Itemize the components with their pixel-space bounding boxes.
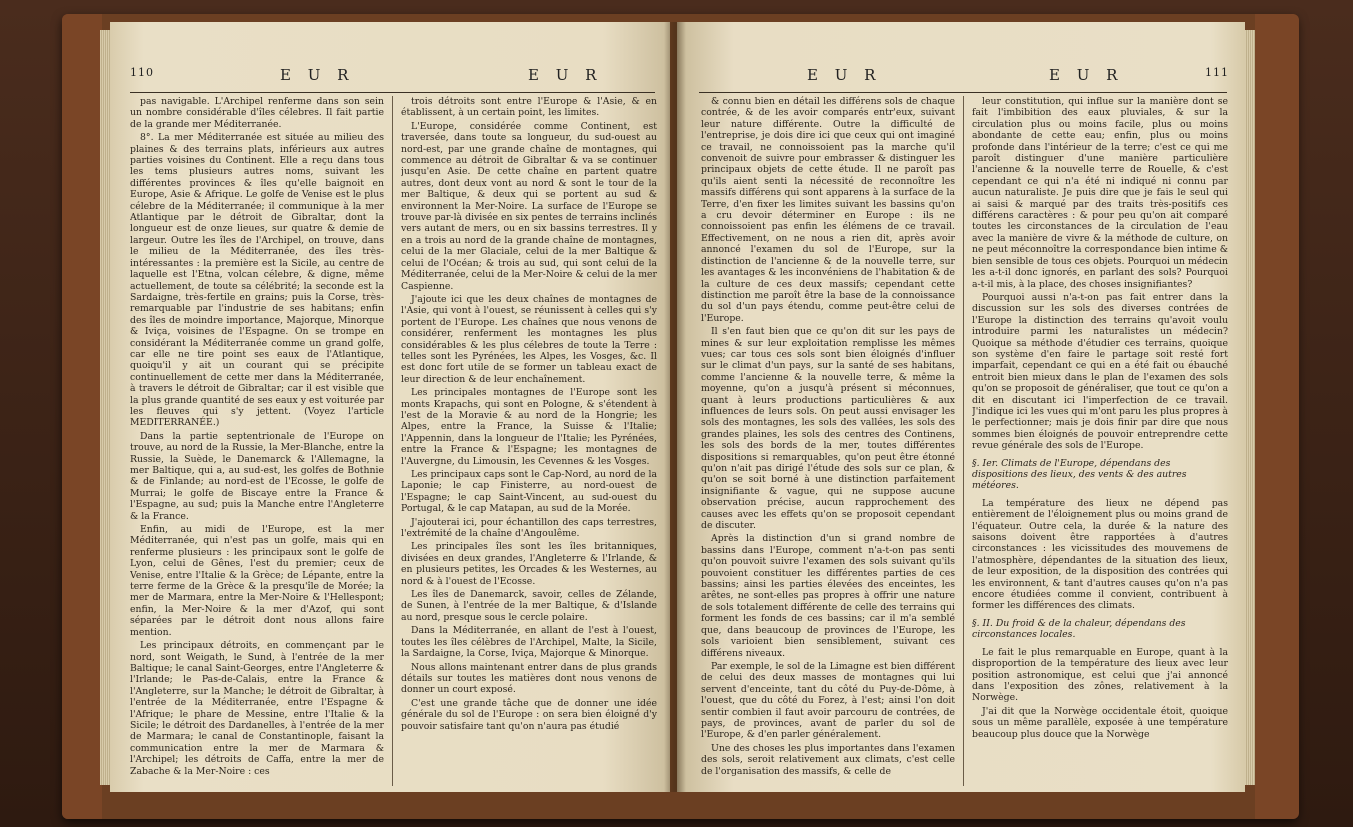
right-column-2 xyxy=(972,96,1228,792)
paragraph: Nous allons maintenant entrer dans de plus grands détails sur toutes les matières dont nous venons de donner un court exposé. xyxy=(401,661,657,696)
right-running-title-b: E U R xyxy=(1049,66,1124,84)
left-column-2 xyxy=(401,96,657,792)
paragraph: Pourquoi aussi n'a-t-on pas fait entrer dans la discussion sur les sols des diverses contrées de l'Europe la distinction des terrains qu'avoit voulu introduire parmi les naturalistes un médecin? Quoique sa méthode d'étudier ces terrains, quoique son système d'en faire le partage soit resté fort imparfait, cependant ce qui en a été fait ou ébauché entroit bien mieux dans le plan de l'examen des sols qu'on se proposoit de généraliser, que tout ce qu'on a dit en discutant ici l'imperfection de ce travail. J'indique ici les vues qui m'ont paru les plus propres à le perfectionner; mais je dois finir par dire que nous sommes bien éloignés de pouvoir entreprendre cette revue générale des sols de l'Europe. xyxy=(972,291,1228,452)
paragraph: L'Europe, considérée comme Continent, est traversée, dans toute sa longueur, du sud-ouest au nord-est, par une grande chaîne de montagnes, qui commence au détroit de Gibraltar & va se continuer jusqu'en Asie. De cette chaîne en partent quatre autres, dont deux vont au nord & sont le tour de la mer Baltique, & deux qui se portent au sud & environnent la Mer-Noire. La surface de l'Europe se trouve par-là divisée en six pentes de terrains inclinés vers autant de mers, ou en six bassins terrestres. Il y en a trois au nord de la grande chaîne de montagnes, celui de la mer Glaciale, celui de la mer Baltique & celui de l'Océan; & trois au sud, qui sont celui de la Méditerranée, celui de la Mer-Noire & celui de la mer Caspienne. xyxy=(401,120,657,292)
left-page xyxy=(110,22,670,792)
book-cover-right xyxy=(1255,14,1299,819)
page-edges-right xyxy=(1245,30,1255,785)
left-column-divider xyxy=(392,96,393,786)
paragraph: C'est une grande tâche que de donner une idée générale du sol de l'Europe : on sera bien éloigné d'y pouvoir satisfaire tant qu'on n'aura pas étudié xyxy=(401,697,657,732)
paragraph: Les principales îles sont les îles britanniques, divisées en deux grandes, l'Angleterre & l'Irlande, & en plusieurs petites, les Orcades & les Westernes, au nord & à l'ouest de l'Ecosse. xyxy=(401,541,657,587)
paragraph: Il s'en faut bien que ce qu'on dit sur les pays de mines & sur leur exploitation remplisse les mêmes vues; car tous ces sols sont bien éloignés d'influer sur le climat d'un pays, sur la santé de ses habitans, comme l'ancienne & la nouvelle terre, & même la moyenne, qu'on a jusqu'à présent si méconnues, quant à leurs productions particulières & aux influences de leurs sols. On peut aussi envisager les sols des montagnes, les sols des vallées, les sols des grandes plaines, les sols des centres des Continens, les sols des bords de la mer, toutes différentes dispositions si remarquables, qu'on peut être étonné qu'on n'ait pas dirigé l'étude des sols sur ce plan, & qu'on se soit borné à une distinction parfaitement insignifiante & vague, qui ne suppose aucune observation précise, aucun rapprochement des causes avec les effets qu'on se proposoit cependant de discuter. xyxy=(701,326,955,532)
section-heading: §. II. Du froid & de la chaleur, dépendans des circonstances locales. xyxy=(972,617,1186,641)
right-header-rule xyxy=(699,92,1227,93)
left-running-title-b: E U R xyxy=(528,66,603,84)
right-page xyxy=(677,22,1245,792)
right-page-number: 111 xyxy=(1205,66,1229,79)
paragraph: & connu bien en détail les différens sols de chaque contrée, & de les avoir comparés entr'eux, suivant leur nature différente. Outre la difficulté de l'entreprise, je dois dire ici que ceux qui ont imaginé ce travail, ne connoissoient pas la marche qu'il convenoit de suivre pour embrasser & distinguer les principaux objets de cette étude. Il ne paroît pas qu'ils aient senti la nécessité de reconnoître les massifs différens qui sont apparens à la surface de la Terre, d'en fixer les limites suivant les bassins qu'on a cru devoir déterminer en Europe : ils ne connoissoient pas enfin les élémens de ce travail. Effectivement, on ne nous a rien dit, après avoir annoncé l'examen du sol de l'Europe, sur la distinction de l'ancienne & de la nouvelle terre, sur les avantages & les inconvéniens de l'habitation & de la culture de ces deux massifs; cependant cette distinction me paroît être la base de la connoissance du sol d'un pays étendu, comme peut-être celui de l'Europe. xyxy=(701,96,955,324)
paragraph: Dans la Méditerranée, en allant de l'est à l'ouest, toutes les îles célèbres de l'Archipel, Malte, la Sicile, la Sardaigne, la Corse, Iviça, Majorque & Minorque. xyxy=(401,625,657,660)
book-cover-left xyxy=(62,14,102,819)
paragraph: Dans la partie septentrionale de l'Europe on trouve, au nord de la Russie, la Mer-Blanche, entre la Russie, la Suède, le Danemarck & l'Allemagne, la mer Baltique, qui a, au sud-est, les golfes de Bothnie & de Finlande; au nord-est de l'Ecosse, le golfe de Murrai; le golfe de Biscaye entre la France & l'Espagne, au sud; puis la Manche entre l'Angleterre & la France. xyxy=(130,430,384,522)
paragraph: Le fait le plus remarquable en Europe, quant à la disproportion de la température des lieux avec leur position astronomique, est celui que j'ai annoncé dans l'exposition des zônes, relativement à la Norwège. xyxy=(972,646,1228,704)
paragraph: leur constitution, qui influe sur la manière dont se fait l'imbibition des eaux pluviales, & sur la circulation plus ou moins facile, plus ou moins abondante de cette eau; enfin, plus ou moins profonde dans l'intérieur de la terre; c'est ce qui me paroît distinguer d'une manière particulière l'ancienne & la nouvelle terre de Rouelle, & c'est cependant ce qui n'a été ni indiqué ni connu par aucun naturaliste. Je puis dire que je fais le seul qui ai saisi & marqué par des traits très-positifs ces différens caractères : & pour peu qu'on ait comparé toutes les circonstances de la circulation de l'eau avec la manière de vivre & la méthode de culture, on ne peut méconnoître la correspondance bien intime & bien sensible de tous ces objets. Pourquoi un médecin les a-t-il donc ignorés, en parlant des sols? Pourquoi a-t-il mis, à la place, des choses insignifiantes? xyxy=(972,96,1228,290)
paragraph: Par exemple, le sol de la Limagne est bien différent de celui des deux masses de montagnes qui lui servent d'enceinte, tant du côté du Puy-de-Dôme, à l'ouest, que du côté du Forez, à l'est; ainsi l'on doit sentir combien il faut avoir parcouru de contrées, de pays, de provinces, avant de parler du sol de l'Europe, & d'en parler généralement. xyxy=(701,660,955,741)
paragraph: Enfin, au midi de l'Europe, est la mer Méditerranée, qui n'est pas un golfe, mais qui en renferme plusieurs : les principaux sont le golfe de Lyon, celui de Gênes, l'est du premier; ceux de Venise, entre l'Italie & la Grèce; de Lépante, entre la terre ferme de la Grèce & la presqu'île de Morée; la mer de Marmara, entre la Mer-Noire & l'Hellespont; enfin, la Mer-Noire & la mer d'Azof, qui sont séparées par le détroit dont nous allons faire mention. xyxy=(130,524,384,638)
paragraph: Une des choses les plus importantes dans l'examen des sols, seroit relativement aux climats, c'est celle de l'organisation des massifs, & celle de xyxy=(701,742,955,777)
paragraph: trois détroits sont entre l'Europe & l'Asie, & en établissent, à un certain point, les limites. xyxy=(401,96,657,119)
right-running-title-a: E U R xyxy=(807,66,882,84)
left-page-number: 110 xyxy=(130,66,154,79)
paragraph: Après la distinction d'un si grand nombre de bassins dans l'Europe, comment n'a-t-on pas senti qu'on pouvoit suivre l'examen des sols suivant qu'ils pouvoient constituer les différentes parties de ces bassins; ainsi les parties élevées des enceintes, les arêtes, ne sont-elles pas propres à offrir une nature de sols totalement différente de celle des terrains qui forment les fonds de ces bassins; car il m'a semblé que, dans beaucoup de provinces de l'Europe, les sols varioient bien sensiblement, suivant ces différens niveaux. xyxy=(701,533,955,659)
paragraph: J'ai dit que la Norwège occidentale étoit, quoique sous un même parallèle, exposée à une température beaucoup plus douce que la Norwège xyxy=(972,705,1228,740)
right-column-divider xyxy=(963,96,964,786)
paragraph: pas navigable. L'Archipel renferme dans son sein un nombre considérable d'îles célebres. Il fait partie de la grande mer Méditerranée. xyxy=(130,96,384,130)
left-running-title-a: E U R xyxy=(280,66,355,84)
right-column-1 xyxy=(701,96,955,792)
paragraph: Les îles de Danemarck, savoir, celles de Zélande, de Sunen, à l'entrée de la mer Baltique, & d'Islande au nord, presque sous le cercle polaire. xyxy=(401,589,657,623)
left-column-1 xyxy=(130,96,384,792)
page-edges-left xyxy=(100,30,110,785)
section-heading: §. Ier. Climats de l'Europe, dépendans des dispositions des lieux, des vents & des autres météores. xyxy=(972,457,1187,492)
paragraph: Les principaux caps sont le Cap-Nord, au nord de la Laponie; le cap Finisterre, au nord-ouest de l'Espagne; le cap Saint-Vincent, au sud-ouest du Portugal, & le cap Matapan, au sud de la Morée. xyxy=(401,469,657,515)
paragraph: 8°. La mer Méditerranée est située au milieu des plaines & des terrains plats, inférieurs aux autres parties voisines du Continent. Elle a reçu dans tous les tems plusieurs autres noms, suivant les différentes provinces & îles qu'elle baignoit en Europe, Asie & Afrique. Le golfe de Venise est le plus célebre de la Méditerranée; il communique à la mer Atlantique par le détroit de Gibraltar, dont la longueur est de onze lieues, sur quatre & demie de largeur. Outre les îles de l'Archipel, on trouve, dans le milieu de la Méditerranée, des îles très-intéressantes : la première est la Sicile, au centre de laquelle est l'Etna, volcan célebre, & digne, même actuellement, de toute sa célébrité; la seconde est la Sardaigne, très-fertile en grains; puis la Corse, très-remarquable par l'industrie de ses habitans; enfin des îles de moindre importance, Majorque, Minorque & Iviça, voisines de l'Espagne. On se trompe en considérant la Méditerranée comme un grand golfe, car elle ne tire point ses eaux de l'Atlantique, quoiqu'il y ait un courant qui se précipite continuellement de cette mer dans la Méditerranée, à travers le détroit de Gibraltar; car il est visible que la plus grande quantité de ses eaux y est voiturée par les fleuves qui s'y jettent. (Voyez l'article MEDITERRANÉE.) xyxy=(130,132,384,429)
paragraph: La température des lieux ne dépend pas entièrement de l'éloignement plus ou moins grand de l'équateur. Outre cela, la durée & la nature des saisons doivent être rapportées à d'autres circonstances : les vicissitudes des mouvemens de l'atmosphère, dépendantes de la situation des lieux, de leur exposition, de la disposition des contrées qui les environnent, & tant d'autres causes qu'on n'a pas encore étudiées comme il convient, contribuent à former les différences des climats. xyxy=(972,497,1228,612)
paragraph: Les principaux détroits, en commençant par le nord, sont Weigath, le Sund, à l'entrée de la mer Baltique; le canal Saint-Georges, entre l'Angleterre & l'Irlande; le Pas-de-Calais, entre la France & l'Angleterre, sur la Manche; le détroit de Gibraltar, à l'entrée de la Méditerranée, entre l'Espagne & l'Afrique; le phare de Messine, entre l'Italie & la Sicile; le détroit des Dardanelles, à l'entrée de la mer de Marmara; le canal de Constantinople, faisant la communication entre la mer de Marmara & l'Archipel; les détroits de Caffa, entre la mer de Zabache & la Mer-Noire : ces xyxy=(130,640,384,777)
paragraph: J'ajouterai ici, pour échantillon des caps terrestres, l'extrémité de la chaîne d'Angoulême. xyxy=(401,516,657,540)
paragraph: Les principales montagnes de l'Europe sont les monts Krapachs, qui sont en Pologne, & s'étendent à l'est de la Moravie & au nord de la Hongrie; les Alpes, entre la France, la Suisse & l'Italie; l'Appennin, dans la longueur de l'Italie; les Pyrénées, entre la France & l'Espagne; les montagnes de l'Auvergne, du Limousin, les Cevennes & les Vosges. xyxy=(401,387,657,467)
paragraph: J'ajoute ici que les deux chaînes de montagnes de l'Asie, qui vont à l'ouest, se réunissent à celles qui s'y portent de l'Europe. Les chaînes que nous venons de considérer, renferment les montagnes les plus considérables & les plus célebres de toute la Terre : telles sont les Pyrénées, les Alpes, les Vosges, &c. Il est donc fort utile de se former un tableau exact de leur direction & de leur enchaînement. xyxy=(401,293,657,385)
book-gutter-shadow xyxy=(664,22,686,792)
left-header-rule xyxy=(130,92,655,93)
